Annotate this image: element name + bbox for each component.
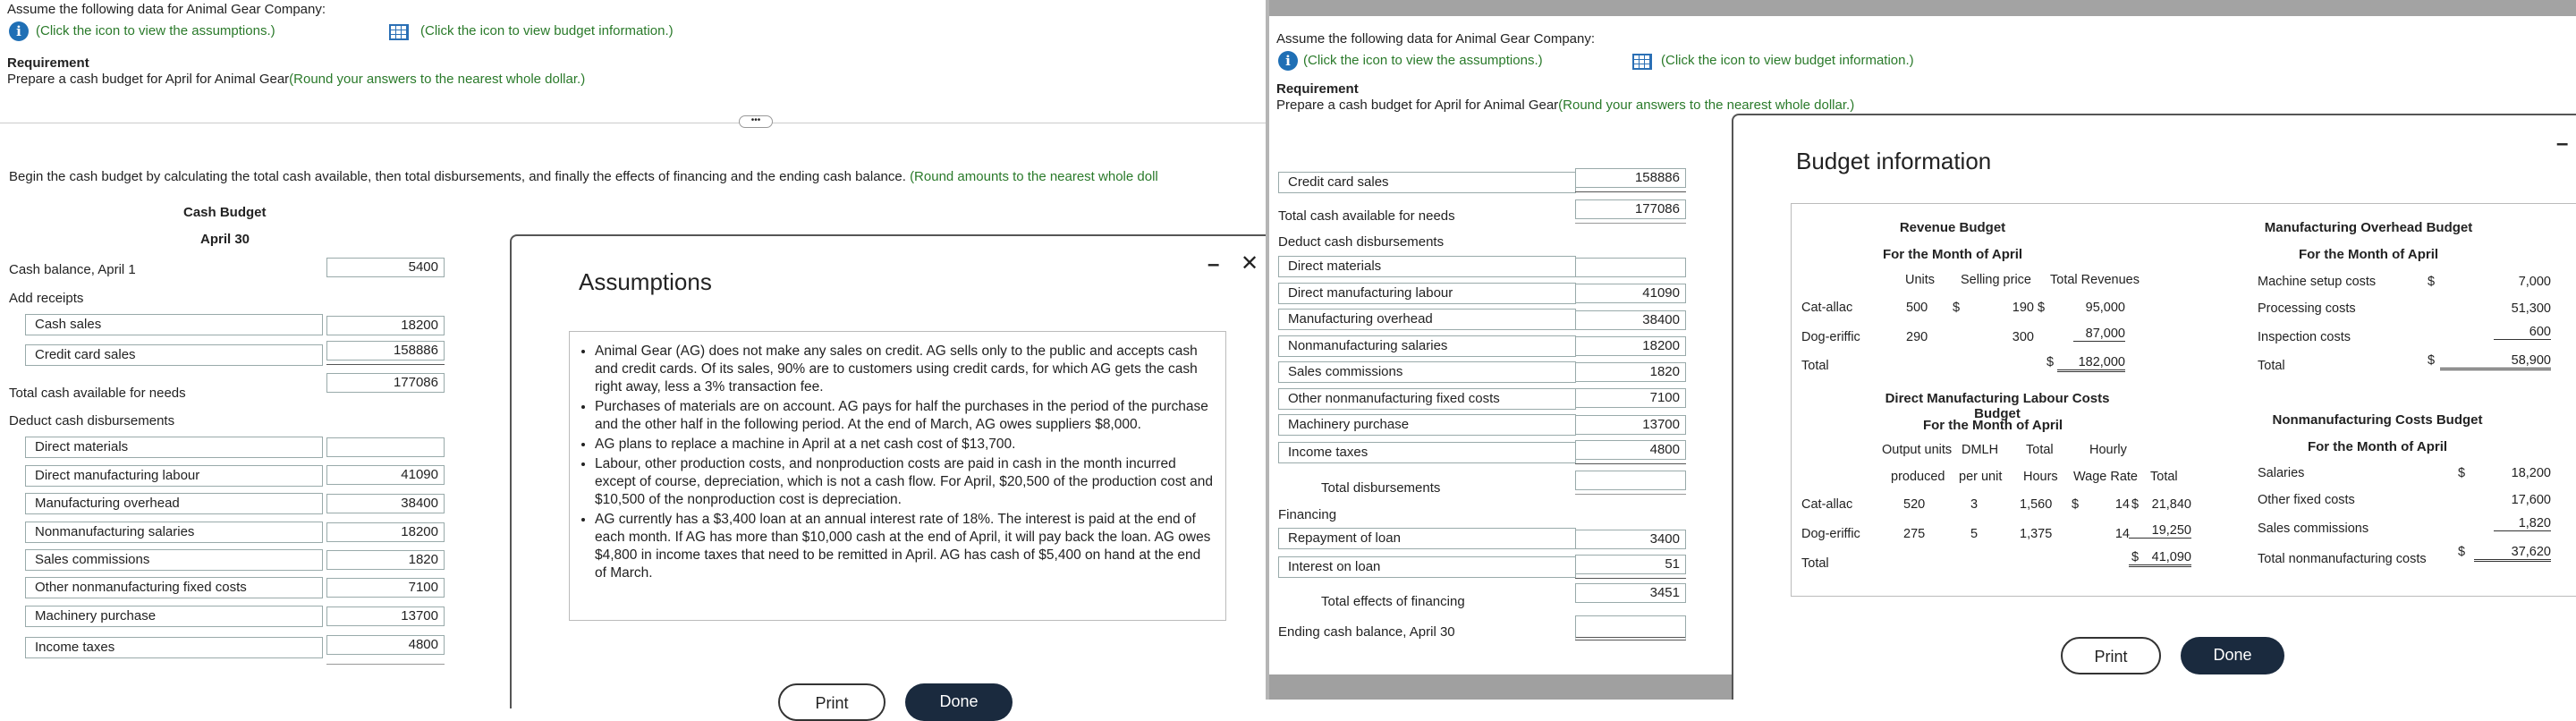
budget-link[interactable]: (Click the icon to view budget information.) [420, 23, 674, 38]
done-button[interactable]: Done [905, 683, 1013, 721]
budget-info-dialog [1732, 114, 2576, 700]
machinery-purchase-label[interactable]: Machinery purchase [25, 606, 323, 627]
intro-text: Assume the following data for Animal Gear Company: [7, 2, 326, 17]
cell: $ [2038, 301, 2046, 315]
assumption-item: • AG currently has a $3,400 loan at an annual interest rate of 18%. The interest is paid at the end of each month. If AG has more than $10,000 cash at the end of April, it will pay back the loan. AG owes $4,800 in income taxes that need to be remitted in April. AG has cash of $5,400 on hand at the end of March. [595, 511, 1213, 582]
budget-grid-icon[interactable] [389, 24, 409, 44]
col-header: produced [1891, 470, 1945, 484]
col-header: DMLH [1962, 443, 1999, 457]
total-cash-available-label: Total cash available for needs [1278, 208, 1455, 224]
income-taxes-label[interactable]: Income taxes [1278, 442, 1576, 463]
print-button[interactable]: Print [778, 683, 886, 721]
credit-card-sales-input[interactable]: 158886 [1575, 168, 1686, 188]
assumptions-box [569, 331, 1226, 621]
revenue-budget-subtitle: For the Month of April [1882, 247, 2023, 262]
assumptions-link[interactable]: (Click the icon to view the assumptions.) [1303, 53, 1543, 68]
cash-budget-date: April 30 [200, 232, 250, 247]
deduct-disbursements-label: Deduct cash disbursements [1278, 234, 1445, 250]
row-label: Total [1801, 556, 1829, 571]
cell: 19,250 [2129, 523, 2191, 539]
direct-materials-input[interactable] [1575, 258, 1686, 277]
cell: 51,300 [2511, 301, 2551, 316]
cell: $ [2458, 545, 2466, 559]
revenue-budget-title: Revenue Budget [1899, 220, 2006, 235]
instructions-text: Begin the cash budget by calculating the total cash available, then total disbursements, and finally the effects of financing and the ending cash balance. (Round amounts to the nearest whole doll [9, 169, 1158, 184]
cell: $ [2428, 275, 2436, 289]
direct-materials-label[interactable]: Direct materials [25, 437, 323, 458]
cash-sales-label[interactable]: Cash sales [25, 314, 323, 335]
row-label: Processing costs [2258, 301, 2356, 316]
row-label: Dog-eriffic [1801, 527, 1860, 541]
input-edge [1575, 223, 1686, 224]
row-label: Inspection costs [2258, 330, 2351, 344]
sales-commissions-label[interactable]: Sales commissions [1278, 361, 1576, 383]
cell: 1,375 [2020, 527, 2053, 541]
add-receipts-label: Add receipts [9, 291, 84, 306]
machinery-purchase-input[interactable]: 13700 [326, 606, 445, 626]
row-label: Total [1801, 359, 1829, 373]
subtotal-line [1575, 191, 1686, 192]
total-cash-available-input[interactable]: 177086 [1575, 199, 1686, 219]
total-cash-available-label: Total cash available for needs [9, 386, 186, 401]
interest-label[interactable]: Interest on loan [1278, 556, 1576, 578]
manufacturing-overhead-label[interactable]: Manufacturing overhead [25, 493, 323, 514]
manufacturing-overhead-input[interactable]: 38400 [1575, 310, 1686, 330]
col-units: Units [1905, 273, 1936, 287]
minimize-icon[interactable]: – [2556, 131, 2569, 156]
nmc-budget-title: Nonmanufacturing Costs Budget [2272, 412, 2483, 428]
interest-input[interactable]: 51 [1575, 555, 1686, 574]
cell: $ [1953, 301, 1961, 315]
income-taxes-label[interactable]: Income taxes [25, 637, 323, 658]
cell: 275 [1903, 527, 1926, 541]
col-header: Wage Rate [2073, 470, 2138, 484]
assumption-item: • Animal Gear (AG) does not make any sales on credit. AG sells only to the public and accepts cash and credit cards. Of its sales, 90% are to customers using credit cards, for which AG gets the cash right away, less a 3% transaction fee. [595, 343, 1213, 396]
cell: 300 [2012, 330, 2034, 344]
assumptions-dialog [510, 234, 1266, 712]
cell: 18,200 [2511, 466, 2551, 480]
sales-commissions-label[interactable]: Sales commissions [25, 549, 323, 571]
assumptions-link[interactable]: (Click the icon to view the assumptions.) [36, 23, 275, 38]
subtotal-line [1575, 578, 1686, 579]
intro-text: Assume the following data for Animal Gear Company: [1276, 31, 1596, 47]
assumptions-info-icon[interactable]: i [9, 21, 29, 41]
done-button[interactable]: Done [2181, 637, 2284, 674]
requirement-text: Prepare a cash budget for April for Animal Gear(Round your answers to the nearest whole dollar.) [1276, 98, 1855, 113]
cell: 600 [2494, 325, 2551, 340]
moh-budget-title: Manufacturing Overhead Budget [2264, 220, 2473, 235]
dml-budget-subtitle: For the Month of April [1922, 418, 2063, 433]
other-fixed-costs-label[interactable]: Other nonmanufacturing fixed costs [1278, 388, 1576, 410]
cash-balance-label: Cash balance, April 1 [9, 262, 136, 277]
cell: $ [2072, 497, 2080, 512]
col-header: Total [2150, 470, 2178, 484]
cell: 14 [2114, 497, 2130, 512]
other-fixed-costs-input[interactable]: 7100 [1575, 388, 1686, 408]
nonmanufacturing-salaries-input[interactable]: 18200 [326, 522, 445, 542]
row-label: Cat-allac [1801, 301, 1853, 315]
row-label: Total [2258, 359, 2285, 373]
right-screen [1269, 0, 2576, 700]
cell: 5 [1970, 527, 1979, 541]
sales-commissions-input[interactable]: 1820 [326, 550, 445, 570]
repayment-input[interactable]: 3400 [1575, 530, 1686, 549]
nonmanufacturing-salaries-label[interactable]: Nonmanufacturing salaries [25, 522, 323, 543]
total-disbursements-label: Total disbursements [1321, 480, 1441, 496]
direct-labour-input[interactable]: 41090 [326, 465, 445, 485]
machinery-purchase-label[interactable]: Machinery purchase [1278, 414, 1576, 436]
col-header: Hours [2023, 470, 2058, 484]
row-label: Salaries [2258, 466, 2305, 480]
col-header: per unit [1959, 470, 2003, 484]
assumptions-info-icon[interactable]: i [1278, 51, 1298, 71]
direct-labour-label[interactable]: Direct manufacturing labour [25, 465, 323, 487]
sales-commissions-input[interactable]: 1820 [1575, 362, 1686, 382]
cell: 500 [1906, 301, 1928, 315]
cash-budget-title: Cash Budget [183, 205, 267, 220]
deduct-disbursements-label: Deduct cash disbursements [9, 413, 175, 428]
subtotal-line [1575, 463, 1686, 464]
cell: 1,820 [2494, 516, 2551, 531]
ending-balance-label: Ending cash balance, April 30 [1278, 624, 1455, 640]
cell: 520 [1903, 497, 1926, 512]
direct-labour-input[interactable]: 41090 [1575, 284, 1686, 303]
budget-grid-icon[interactable] [1632, 54, 1652, 73]
machinery-purchase-input[interactable]: 13700 [1575, 415, 1686, 435]
cell: 3 [1970, 497, 1979, 512]
col-header: Hourly [2089, 443, 2127, 457]
drag-handle[interactable]: ••• [739, 115, 773, 128]
direct-materials-label[interactable]: Direct materials [1278, 256, 1576, 277]
input-edge [1575, 494, 1686, 495]
assumption-item: • Purchases of materials are on account. AG pays for half the purchases in the period of the purchase and the other half in the following period. At the end of March, AG owes suppliers $8,000. [595, 398, 1213, 434]
manufacturing-overhead-input[interactable]: 38400 [326, 494, 445, 513]
subtotal-line [326, 364, 445, 365]
left-screen [0, 0, 1266, 712]
row-label: Other fixed costs [2258, 493, 2355, 507]
cell: 95,000 [2085, 301, 2125, 315]
requirement-text: Prepare a cash budget for April for Animal Gear(Round your answers to the nearest whole dollar.) [7, 72, 586, 87]
cell: 17,600 [2511, 493, 2551, 507]
row-label: Cat-allac [1801, 497, 1853, 512]
cell: 37,620 [2474, 545, 2551, 562]
repayment-label[interactable]: Repayment of loan [1278, 528, 1576, 549]
credit-card-sales-label[interactable]: Credit card sales [25, 344, 323, 366]
cash-balance-input[interactable]: 5400 [326, 258, 445, 277]
budget-info-title: Budget information [1796, 148, 1992, 174]
nonmanufacturing-salaries-label[interactable]: Nonmanufacturing salaries [1278, 335, 1576, 357]
other-fixed-costs-label[interactable]: Other nonmanufacturing fixed costs [25, 577, 323, 598]
direct-labour-label[interactable]: Direct manufacturing labour [1278, 283, 1576, 304]
total-financing-label: Total effects of financing [1321, 594, 1465, 609]
nonmanufacturing-salaries-input[interactable]: 18200 [1575, 336, 1686, 356]
row-label: Total nonmanufacturing costs [2258, 552, 2427, 566]
assumptions-title: Assumptions [579, 268, 712, 295]
cell: 182,000 [2057, 355, 2125, 372]
cash-sales-input[interactable]: 18200 [326, 316, 445, 335]
budget-link[interactable]: (Click the icon to view budget information.) [1661, 53, 1914, 68]
requirement-title: Requirement [1276, 81, 1359, 97]
credit-card-sales-input[interactable]: 158886 [326, 341, 445, 360]
cell: 7,000 [2518, 275, 2551, 289]
cell: 58,900 [2440, 353, 2551, 370]
assumption-item: • Labour, other production costs, and nonproduction costs are paid in cash in the month incurred except of course, depreciation, which is not a cash flow. For April, $20,500 of the production cost and $10,500 of the nonproduction cost is depreciation. [595, 455, 1213, 509]
income-taxes-input[interactable]: 4800 [1575, 440, 1686, 460]
close-icon[interactable]: ✕ [1241, 251, 1259, 276]
cell: 290 [1906, 330, 1928, 344]
col-header: Output units [1882, 443, 1953, 457]
total-cash-available-input[interactable]: 177086 [326, 373, 445, 393]
ending-balance-input[interactable] [1575, 615, 1686, 640]
total-disbursements-input[interactable] [1575, 471, 1686, 490]
minimize-icon[interactable]: – [1208, 252, 1220, 276]
other-fixed-costs-input[interactable]: 7100 [326, 578, 445, 598]
col-selling-price: Selling price [1961, 273, 2031, 287]
cell: $ [2428, 353, 2436, 368]
assumption-item: • AG plans to replace a machine in April at a net cash cost of $13,700. [595, 436, 1213, 454]
print-button[interactable]: Print [2061, 637, 2161, 674]
credit-card-sales-label[interactable]: Credit card sales [1278, 172, 1576, 193]
cell: $ [2131, 550, 2140, 564]
row-label: Dog-eriffic [1801, 330, 1860, 344]
cell: 190 [2012, 301, 2034, 315]
manufacturing-overhead-label[interactable]: Manufacturing overhead [1278, 309, 1576, 330]
requirement-title: Requirement [7, 55, 89, 71]
income-taxes-input[interactable]: 4800 [326, 635, 445, 655]
cell: $ [2458, 466, 2466, 480]
col-total-revenues: Total Revenues [2050, 273, 2140, 287]
top-bar [1269, 0, 2576, 16]
row-label: Sales commissions [2258, 522, 2369, 536]
cell: 14 [2114, 527, 2130, 541]
total-financing-input[interactable]: 3451 [1575, 583, 1686, 603]
input-edge [326, 664, 445, 667]
direct-materials-input[interactable] [326, 437, 445, 457]
cell: 87,000 [2073, 327, 2125, 342]
cell: 41,090 [2129, 550, 2191, 567]
dml-budget-title: Direct Manufacturing Labour Costs Budget [1885, 391, 2110, 421]
cell: 1,560 [2020, 497, 2053, 512]
moh-budget-subtitle: For the Month of April [2298, 247, 2439, 262]
cell: $ [2046, 355, 2055, 369]
financing-label: Financing [1278, 507, 1337, 522]
cell: 21,840 [2151, 497, 2191, 512]
cell: $ [2131, 497, 2140, 512]
row-label: Machine setup costs [2258, 275, 2377, 289]
col-header: Total [2026, 443, 2054, 457]
nmc-budget-subtitle: For the Month of April [2307, 439, 2448, 454]
